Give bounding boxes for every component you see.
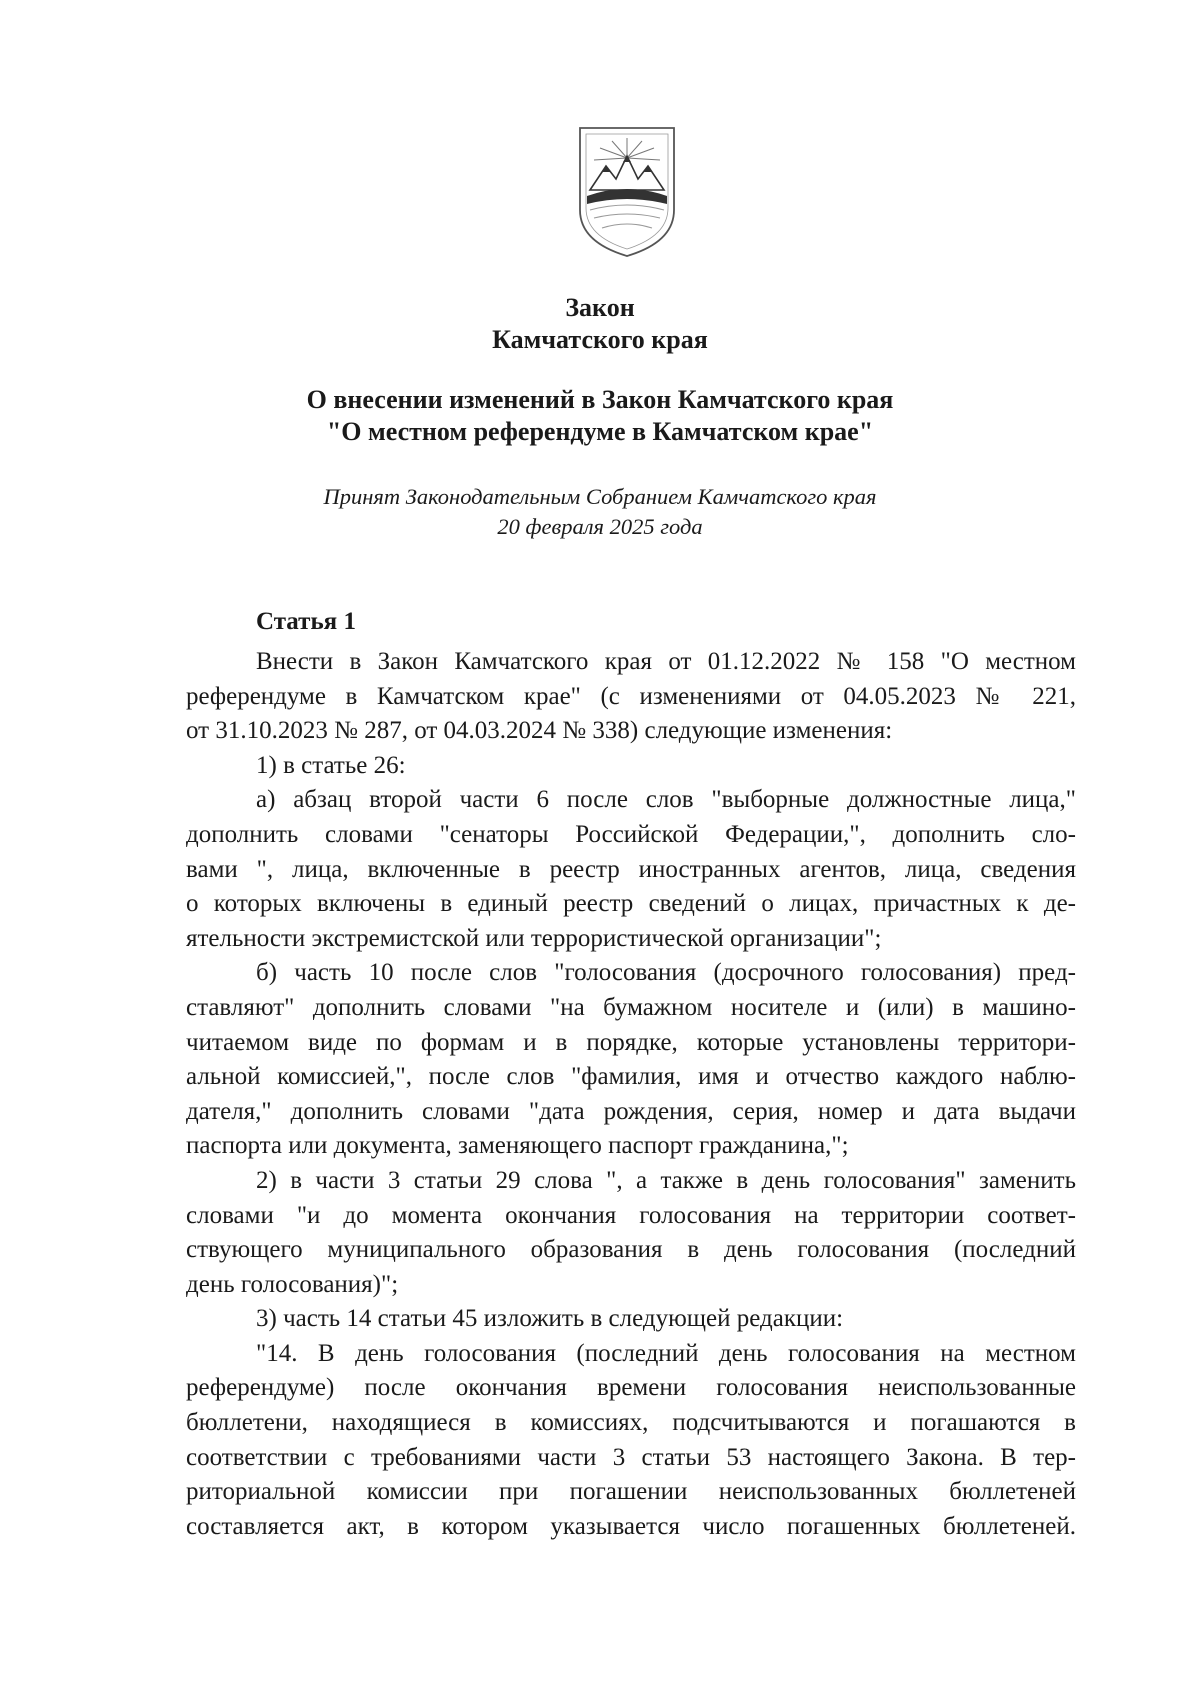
text-line: ствующего муниципального образования в день голосования (последний — [186, 1236, 1076, 1264]
text-line: вами ", лица, включенные в реестр иностранных агентов, лица, сведения — [186, 855, 1076, 883]
law-subtitle-line-1: О внесении изменений в Закон Камчатского края — [306, 385, 894, 414]
text-line: 2) в части 3 статьи 29 слова ", а также в день голосования" заменить — [256, 1166, 1076, 1194]
text-line: ставляют" дополнить словами "на бумажном носителе и (или) в машино- — [186, 993, 1076, 1021]
law-subtitle — [0, 384, 1200, 448]
text-line: риториальной комиссии при погашении неиспользованных бюллетеней — [186, 1478, 1076, 1506]
text-line: б) часть 10 после слов "голосования (досрочного голосования) пред- — [256, 959, 1076, 987]
text-line: читаемом виде по формам и в порядке, которые установлены территори- — [186, 1028, 1076, 1056]
law-title — [0, 292, 1200, 356]
text-line: 1) в статье 26: — [256, 751, 406, 779]
text-line: составляется акт, в котором указывается число погашенных бюллетеней. — [186, 1512, 1076, 1540]
article-body — [186, 645, 1076, 1544]
adoption-date: 20 февраля 2025 года — [497, 514, 703, 539]
text-line: референдуме в Камчатском крае" (с изменениями от 04.05.2023 № 221, — [186, 682, 1076, 710]
text-line: 3) часть 14 статьи 45 изложить в следующей редакции: — [256, 1305, 844, 1333]
law-title-line: Закон — [565, 293, 635, 322]
text-line: а) абзац второй части 6 после слов "выборные должностные лица," — [256, 786, 1076, 814]
text-line: паспорта или документа, заменяющего паспорт гражданина,"; — [186, 1132, 849, 1160]
text-line: от 31.10.2023 № 287, от 04.03.2024 № 338) следующие изменения: — [186, 717, 893, 745]
law-subtitle-line-2: "О местном референдуме в Камчатском крае" — [326, 417, 874, 446]
text-line: Внести в Закон Камчатского края от 01.12.2022 № 158 "О местном — [256, 648, 1076, 675]
text-line: о которых включены в единый реестр сведений о лицах, причастных к де- — [186, 890, 1076, 918]
text-line: ятельности экстремистской или террористической организации"; — [186, 924, 882, 952]
text-line: "14. В день голосования (последний день голосования на местном — [256, 1339, 1076, 1367]
text-line: бюллетени, находящиеся в комиссиях, подсчитываются и погашаются в — [186, 1409, 1076, 1437]
text-line: словами "и до момента окончания голосования на территории соответ- — [186, 1201, 1076, 1229]
text-line: референдуме) после окончания времени голосования неиспользованные — [186, 1374, 1076, 1402]
text-line: дателя," дополнить словами "дата рождения, серия, номер и дата выдачи — [186, 1097, 1076, 1125]
adoption-body: Принят Законодательным Собранием Камчатского края — [323, 484, 877, 509]
text-line: день голосования)"; — [186, 1270, 399, 1298]
kamchatka-coat-of-arms-icon — [572, 124, 682, 260]
adoption-note — [0, 482, 1200, 542]
text-line: соответствии с требованиями части 3 статьи 53 настоящего Закона. В тер- — [186, 1443, 1076, 1471]
law-title-region: Камчатского края — [492, 325, 708, 354]
article-heading: Статья 1 — [256, 608, 356, 635]
text-line: дополнить словами "сенаторы Российской Федерации,", дополнить сло- — [186, 820, 1076, 848]
text-line: альной комиссией,", после слов "фамилия, имя и отчество каждого наблю- — [186, 1063, 1076, 1091]
